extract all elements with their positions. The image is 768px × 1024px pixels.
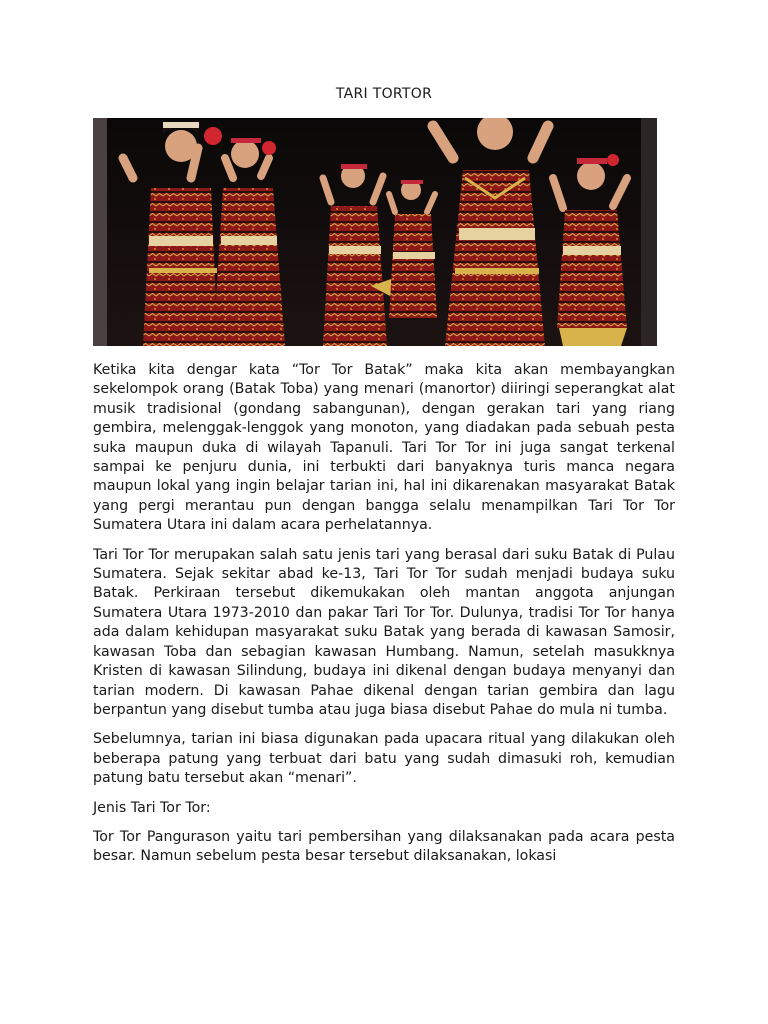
paragraph-intro: Ketika kita dengar kata “Tor Tor Batak” maka kita akan membayangkan sekelompok orang (Batak Toba) yang menari (manortor) diiringi seperangkat alat musik tradisional (gondang sabangunan), dengan gerakan tari yang riang gembira, melenggak-lenggok yang monoton, yang diadakan pada sebuah pesta suka maupun duka di wilayah Tapanuli. Tari Tor Tor ini juga sangat terkenal sampai ke penjuru dunia, ini terbukti dari banyaknya turis manca negara maupun lokal yang ingin belajar tarian ini, hal ini dikarenakan masyarakat Batak yang pergi merantau pun dengan bangga selalu menampilkan Tari Tor Tor Sumatera Utara ini dalam acara perhelatannya. [93,362,675,534]
paragraph-ritual: Sebelumnya, tarian ini biasa digunakan pada upacara ritual yang dilakukan oleh beberapa patung yang terbuat dari batu yang sudah dimasuki roh, kemudian patung batu tersebut akan “menari”. [93,731,675,787]
tortor-dancers-photo [93,118,657,346]
dancers-illustration [93,118,657,346]
paragraph-types-heading: Jenis Tari Tor Tor: [93,799,211,816]
document-title: TARI TORTOR [335,86,433,102]
paragraph-history: Tari Tor Tor merupakan salah satu jenis tari yang berasal dari suku Batak di Pulau Sumatera. Sejak sekitar abad ke-13, Tari Tor Tor sudah menjadi budaya suku Batak. Perkiraan tersebut dikemukakan oleh mantan anggota anjungan Sumatera Utara 1973-2010 dan pakar Tari Tor Tor. Dulunya, tradisi Tor Tor hanya ada dalam kehidupan masyarakat suku Batak yang berada di kawasan Samosir, kawasan Toba dan sebagian kawasan Humbang. Namun, setelah masukknya Kristen di kawasan Silindung, budaya ini dikenal dengan budaya menyanyi dan tarian modern. Di kawasan Pahae dikenal dengan tarian gembira dan lagu berpantun yang disebut tumba atau juga biasa disebut Pahae do mula ni tumba. [93,546,675,718]
document-body [93,361,675,877]
paragraph-pangurason: Tor Tor Pangurason yaitu tari pembersihan yang dilaksanakan pada acara pesta besar. Namun sebelum pesta besar tersebut dilaksanakan, lokasi [93,828,675,865]
